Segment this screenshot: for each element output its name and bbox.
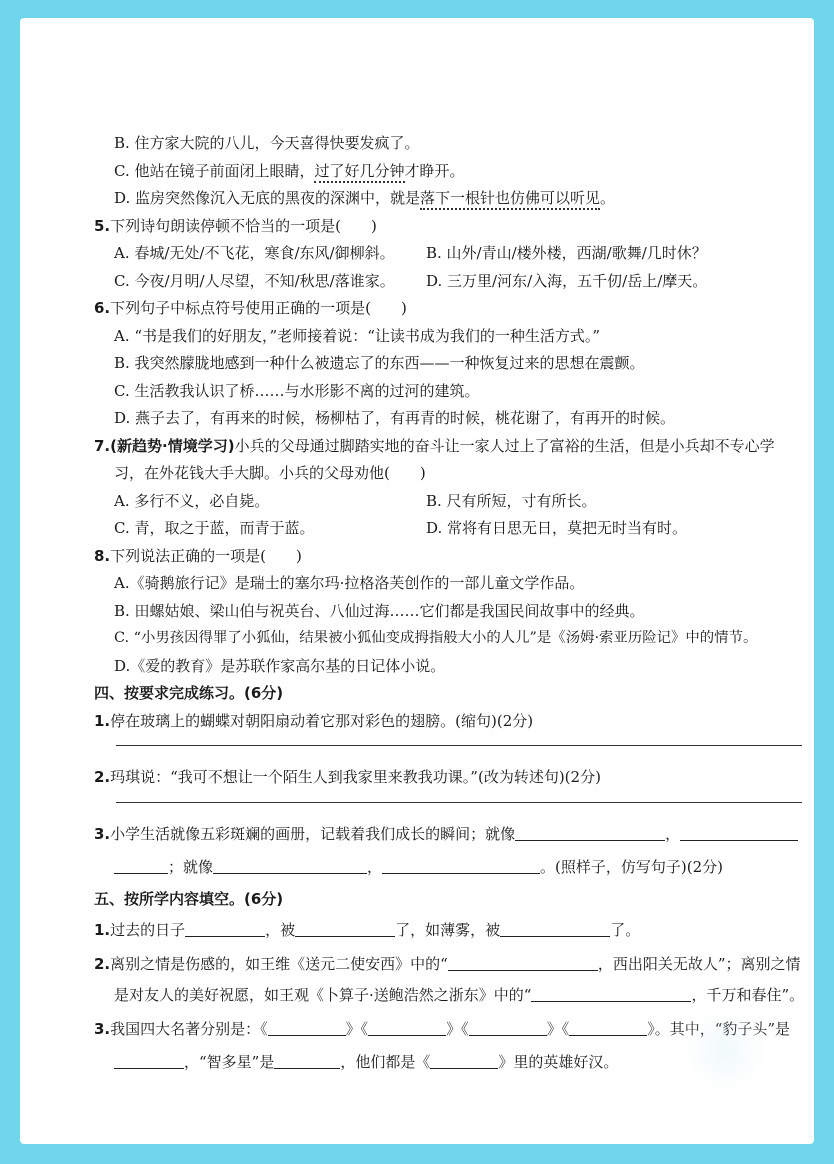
q5-option-d: D. 三万里/河东/入海，五千仞/岳上/摩天。 — [426, 271, 708, 290]
q5-options-row1 — [94, 240, 774, 268]
fill-blank[interactable] — [368, 1019, 446, 1036]
q7-stem-cont: 习，在外花钱大手大脚。小兵的父母劝他( ) — [114, 464, 426, 482]
fill-blank[interactable] — [569, 1019, 647, 1036]
fill-blank[interactable] — [295, 920, 395, 937]
dotted-emphasis: 过了好几分钟 — [314, 162, 404, 183]
q7-options-row1 — [94, 488, 774, 516]
q8-option-d: D.《爱的教育》是苏联作家高尔基的日记体小说。 — [114, 656, 446, 675]
answer-line[interactable] — [116, 745, 802, 746]
fill-blank[interactable] — [469, 1019, 547, 1036]
fill-blank[interactable] — [500, 920, 610, 937]
fill-blank[interactable] — [430, 1052, 498, 1069]
q8-option-a: A.《骑鹅旅行记》是瑞士的塞尔玛·拉格洛芙创作的一部儿童文学作品。 — [114, 574, 585, 592]
fill-blank[interactable] — [213, 857, 367, 874]
q5-option-c: C. 今夜/月明/人尽望，不知/秋思/落谁家。 — [114, 271, 395, 290]
q5-stem: 5.下列诗句朗读停顿不恰当的一项是( ) — [94, 216, 377, 235]
s5-q1: 1.过去的日子 ，被 了，如薄雾，被 了。 — [94, 921, 641, 939]
q8-option-b: B. 田螺姑娘、梁山伯与祝英台、八仙过海……它们都是我国民间故事中的经典。 — [114, 601, 645, 620]
s4-q1: 1.停在玻璃上的蝴蝶对朝阳扇动着它那对彩色的翅膀。(缩句)(2分) — [94, 711, 534, 730]
s5-q3-cont: ，“智多星”是 ，他们都是《 》里的英雄好汉。 — [94, 1049, 774, 1077]
answer-line[interactable] — [116, 802, 802, 803]
watermark-logo — [680, 1010, 770, 1090]
dotted-emphasis: 落下一根针也仿佛可以听见 — [420, 189, 600, 210]
s5-q2: 2.离别之情是伤感的，如王维《送元二使安西》中的“ ，西出阳关无故人”；离别之情 — [94, 954, 801, 973]
s4-q3-cont: ；就像 ， 。(照样子，仿写句子)(2分) — [94, 854, 774, 882]
q7-option-b: B. 尺有所短，寸有所长。 — [426, 491, 597, 510]
section-4-title: 四、按要求完成练习。(6分) — [94, 684, 284, 702]
section-5-title: 五、按所学内容填空。(6分) — [94, 889, 284, 908]
fill-blank[interactable] — [185, 920, 265, 937]
q7-option-a: A. 多行不义，必自毙。 — [114, 491, 270, 510]
fill-blank[interactable] — [114, 857, 168, 874]
s5-q2-cont: 是对友人的美好祝愿，如王观《卜算子·送鲍浩然之浙东》中的“ ，千万和春住”。 — [114, 986, 805, 1004]
q5-option-a: A. 春城/无处/不飞花，寒食/东风/御柳斜。 — [114, 244, 395, 262]
q6-stem: 6.下列句子中标点符号使用正确的一项是( ) — [94, 299, 407, 317]
fill-blank[interactable] — [268, 1019, 346, 1036]
q4-option-c: C. 他站在镜子前面闭上眼睛，过了好几分钟才睁开。 — [94, 158, 774, 186]
s4-q2: 2.玛琪说：“我可不想让一个陌生人到我家里来教我功课。”(改为转述句)(2分) — [94, 768, 601, 786]
q7-option-c: C. 青，取之于蓝，而青于蓝。 — [114, 519, 315, 537]
fill-blank[interactable] — [382, 857, 540, 874]
q7-options-row2 — [94, 515, 774, 543]
q7-stem: 7.(新趋势·情境学习)小兵的父母通过脚踏实地的奋斗让一家人过上了富裕的生活，但是小兵却不专心学 — [94, 436, 775, 455]
q8-option-c: C. “小男孩因得罪了小狐仙，结果被小狐仙变成拇指般大小的人儿”是《汤姆·索亚历险记》中的情节。 — [114, 630, 758, 646]
fill-blank[interactable] — [274, 1052, 340, 1069]
q5-option-b: B. 山外/青山/楼外楼，西湖/歌舞/几时休？ — [426, 244, 707, 262]
q7-option-d: D. 常将有日思无日，莫把无时当有时。 — [426, 519, 688, 537]
fill-blank[interactable] — [114, 1052, 184, 1069]
q6-option-a: A. “书是我们的好朋友，”老师接着说：“让读书成为我们的一种生活方式。” — [114, 326, 601, 345]
q6-option-d: D. 燕子去了，有再来的时候，杨柳枯了，有再青的时候，桃花谢了，有再开的时候。 — [114, 409, 676, 427]
q4-option-d: D. 监房突然像沉入无底的黑夜的深渊中，就是落下一根针也仿佛可以听见。 — [94, 185, 774, 213]
q4-option-b: B. 住方家大院的八儿，今天喜得快要发疯了。 — [114, 134, 420, 152]
fill-blank[interactable] — [515, 824, 665, 841]
s5-q3: 3.我国四大名著分别是：《 》《 》《 》《 》。其中，“豹子头”是 — [94, 1019, 791, 1038]
fill-blank[interactable] — [531, 985, 691, 1002]
q6-option-c: C. 生活教我认识了桥……与水形影不离的过河的建筑。 — [114, 381, 480, 400]
q8-stem: 8.下列说法正确的一项是( ) — [94, 546, 302, 565]
s4-q3: 3.小学生活就像五彩斑斓的画册，记载着我们成长的瞬间；就像 ， — [94, 821, 774, 849]
fill-blank[interactable] — [680, 824, 798, 841]
fill-blank[interactable] — [448, 954, 598, 971]
exam-sheet — [20, 18, 814, 1144]
q5-options-row2 — [94, 268, 774, 296]
q6-option-b: B. 我突然朦胧地感到一种什么被遗忘了的东西——一种恢复过来的思想在震颤。 — [114, 354, 645, 372]
